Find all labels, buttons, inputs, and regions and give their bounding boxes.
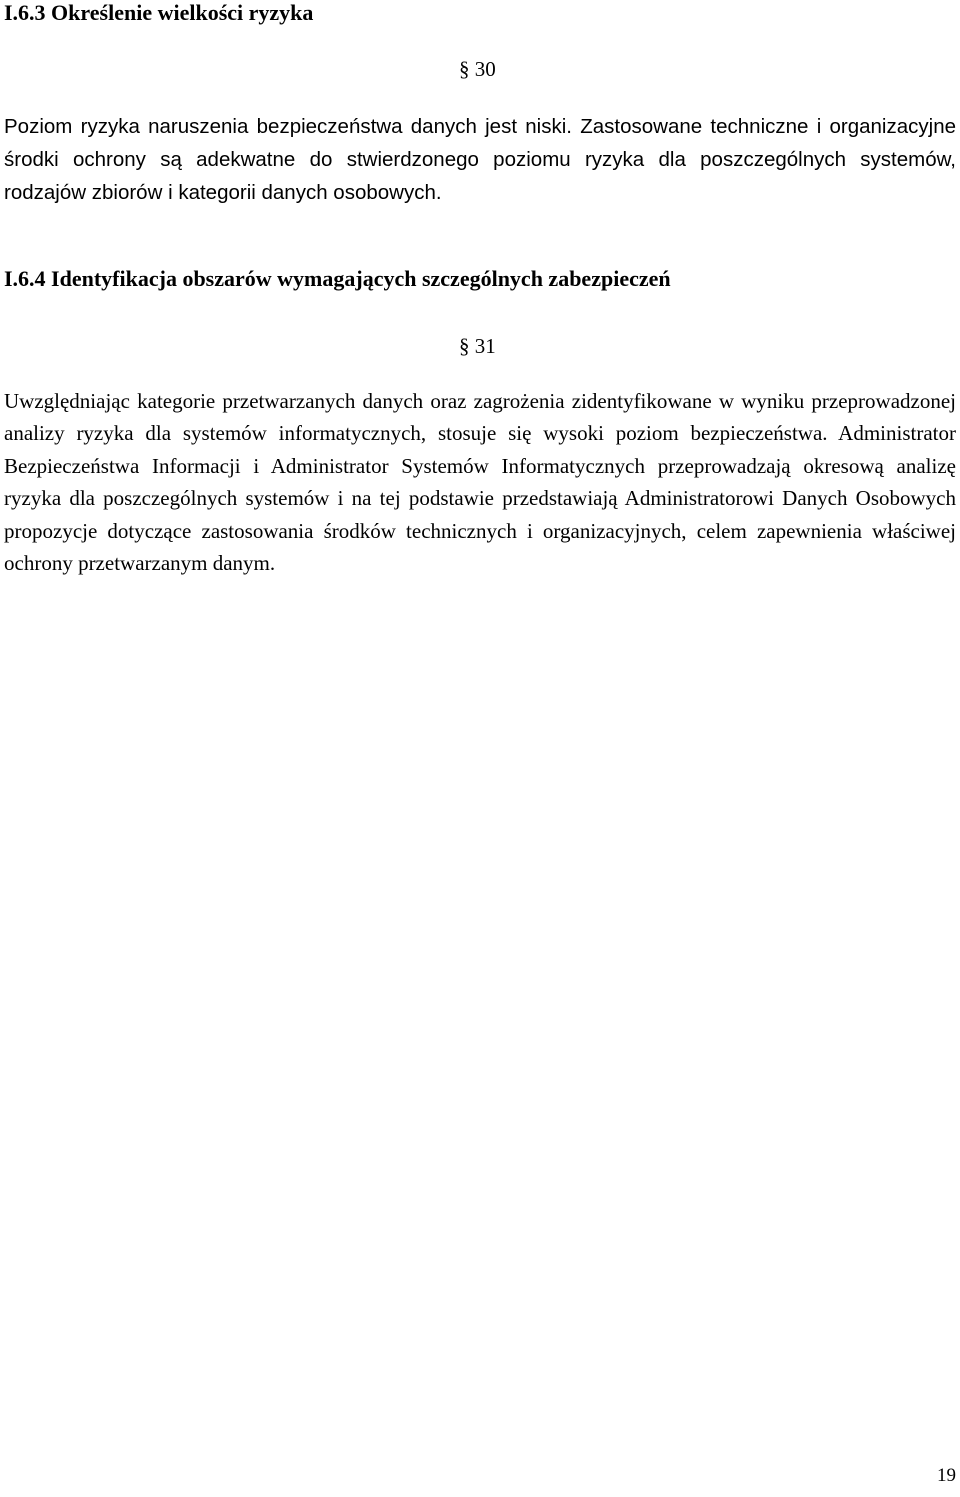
section-heading-risk-level: I.6.3 Określenie wielkości ryzyka [4,0,314,25]
paragraph-risk-level: Poziom ryzyka naruszenia bezpieczeństwa danych jest niski. Zastosowane techniczne i organizacyjne środki ochrony są adekwatne do stwierdzonego poziomu ryzyka dla poszczególnych systemów, rodzajów zbiorów i kategorii danych osobowych. [4,115,956,204]
section-heading-special-protection-areas: I.6.4 Identyfikacja obszarów wymagających szczególnych zabezpieczeń [4,266,671,291]
paragraph-mark-30: § 30 [459,57,496,81]
page-number: 19 [937,1465,956,1486]
paragraph-mark-31: § 31 [459,334,496,358]
paragraph-special-protection-areas: Uwzględniając kategorie przetwarzanych danych oraz zagrożenia zidentyfikowane w wyniku przeprowadzonej analizy ryzyka dla systemów informatycznych, stosuje się wysoki poziom bezpieczeństwa. Administrator Bezpieczeństwa Informacji i Administrator Systemów Informatycznych przeprowadzają okresową analizę ryzyka dla poszczególnych systemów i na tej podstawie przedstawiają Administratorowi Danych Osobowych propozycje dotyczące zastosowania środków technicznych i organizacyjnych, celem zapewnienia właściwej ochrony przetwarzanym danym. [4,389,956,576]
